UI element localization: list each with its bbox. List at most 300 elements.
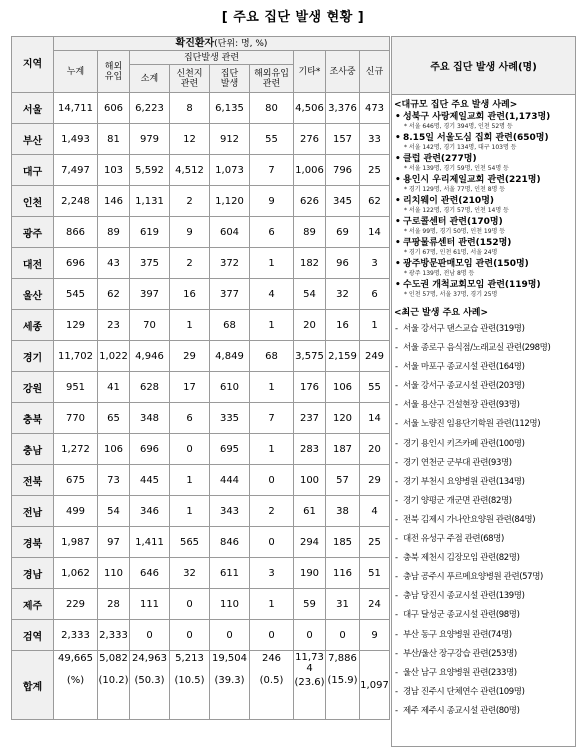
- cell-total: 866: [54, 217, 98, 248]
- cell-subtotal: 375: [130, 248, 170, 279]
- list-item: [392, 154, 575, 172]
- cell-investigating: 3,376: [326, 93, 360, 124]
- cell-subtotal: 348: [130, 403, 170, 434]
- cell-region: 세종: [12, 310, 54, 341]
- cell-total: 229: [54, 589, 98, 620]
- cell-overseas: 41: [98, 372, 130, 403]
- cell-overseas: 73: [98, 465, 130, 496]
- bullet-icon: •: [395, 175, 401, 185]
- cell-overseas-related: 55: [250, 124, 294, 155]
- cell-subtotal: 4,946: [130, 341, 170, 372]
- cell-overseas: 28: [98, 589, 130, 620]
- cell-new: 24: [360, 589, 390, 620]
- cell-overseas-related: 0: [250, 465, 294, 496]
- dash-icon: -: [395, 343, 398, 354]
- cell-other: 283: [294, 434, 326, 465]
- cell-new: 4: [360, 496, 390, 527]
- cell-shincheonji: 12: [170, 124, 210, 155]
- cell-region: 대구: [12, 155, 54, 186]
- list-item: [392, 645, 575, 664]
- case-label: 구로콜센터 관련(170명): [403, 217, 503, 227]
- cell-overseas: 606: [98, 93, 130, 124]
- cell-subtotal: 628: [130, 372, 170, 403]
- cell-overseas-related: 1: [250, 248, 294, 279]
- cell-overseas: 43: [98, 248, 130, 279]
- bullet-icon: •: [395, 154, 401, 164]
- cell-shincheonji: 1: [170, 310, 210, 341]
- cell-cluster: 335: [210, 403, 250, 434]
- cell-other: 1,006: [294, 155, 326, 186]
- cell-other: 626: [294, 186, 326, 217]
- cell-new: 3: [360, 248, 390, 279]
- cell-overseas: 1,022: [98, 341, 130, 372]
- cell-overseas-related: 6: [250, 217, 294, 248]
- cell-new: 14: [360, 217, 390, 248]
- bullet-icon: •: [395, 133, 401, 143]
- cell-overseas-related: 68: [250, 341, 294, 372]
- cell-new: 55: [360, 372, 390, 403]
- cell-overseas-related: 9: [250, 186, 294, 217]
- list-item: [392, 530, 575, 549]
- case-label: 경기 연천군 군부대 관련(93명): [403, 457, 512, 468]
- cell-investigating: 96: [326, 248, 360, 279]
- cell-investigating: 31: [326, 589, 360, 620]
- cell-other: 89: [294, 217, 326, 248]
- cell-new: 1: [360, 310, 390, 341]
- cell-subtotal: 5,592: [130, 155, 170, 186]
- header-shincheonji: 신천지 관련: [170, 65, 210, 93]
- list-item: [392, 175, 575, 193]
- case-label: 울산 남구 요양병원 관련(233명): [403, 667, 517, 678]
- cell-overseas-related: 0: [250, 527, 294, 558]
- cell-total: 499: [54, 496, 98, 527]
- cell-shincheonji: 1: [170, 496, 210, 527]
- cell-other: 190: [294, 558, 326, 589]
- dash-icon: -: [395, 438, 398, 449]
- case-label: 8.15일 서울도심 집회 관련(650명): [403, 133, 549, 143]
- list-item: [392, 133, 575, 151]
- cell-other: 100: [294, 465, 326, 496]
- cell-region: 대전: [12, 248, 54, 279]
- list-item: [392, 280, 575, 298]
- cell-new: 9: [360, 620, 390, 651]
- list-item: [392, 606, 575, 625]
- cell-investigating: 345: [326, 186, 360, 217]
- cell-investigating: 2,159: [326, 341, 360, 372]
- dash-icon: -: [395, 476, 398, 487]
- cell-other: 3,575: [294, 341, 326, 372]
- cell-other: 61: [294, 496, 326, 527]
- cell-shincheonji: 0: [170, 620, 210, 651]
- cell-overseas: 110: [98, 558, 130, 589]
- cases-header: 주요 집단 발생 사례(명): [392, 37, 575, 95]
- cell-investigating: 69: [326, 217, 360, 248]
- table-row: [12, 403, 390, 434]
- table-row: [12, 217, 390, 248]
- dash-icon: -: [395, 553, 398, 564]
- cell-subtotal: 1,411: [130, 527, 170, 558]
- case-label: 용인시 우리제일교회 관련(221명): [403, 175, 541, 185]
- list-item: [392, 238, 575, 256]
- case-label: 서울 노량진 임용단기학원 관련(112명): [403, 419, 541, 430]
- table-row: [12, 341, 390, 372]
- case-label: 쿠팡물류센터 관련(152명): [403, 238, 512, 248]
- list-item: [392, 626, 575, 645]
- table-row: [12, 279, 390, 310]
- table-row: [12, 589, 390, 620]
- cell-other: 294: [294, 527, 326, 558]
- case-label: 클럽 관련(277명): [403, 154, 477, 164]
- cell-total: 11,702: [54, 341, 98, 372]
- dash-icon: -: [395, 457, 398, 468]
- cell-region: 경기: [12, 341, 54, 372]
- totals-shincheonji: 5,213 (10.5): [170, 651, 210, 720]
- dash-icon: -: [395, 686, 398, 697]
- totals-row: [12, 651, 390, 720]
- case-label: 경기 양평군 개군면 관련(82명): [403, 495, 512, 506]
- cell-overseas: 62: [98, 279, 130, 310]
- dash-icon: -: [395, 381, 398, 392]
- recent-cases-list: [392, 320, 575, 721]
- list-item: [392, 664, 575, 683]
- cell-overseas: 54: [98, 496, 130, 527]
- cell-investigating: 57: [326, 465, 360, 496]
- list-item: [392, 683, 575, 702]
- bullet-icon: •: [395, 217, 401, 227]
- list-item: [392, 454, 575, 473]
- cell-subtotal: 111: [130, 589, 170, 620]
- cell-investigating: 157: [326, 124, 360, 155]
- cell-cluster: 846: [210, 527, 250, 558]
- cell-cluster: 611: [210, 558, 250, 589]
- case-label: 충남 당진시 종교시설 관련(139명): [403, 591, 525, 602]
- cell-overseas: 23: [98, 310, 130, 341]
- header-overseas-related: 해외유입 관련: [250, 65, 294, 93]
- cell-region: 강원: [12, 372, 54, 403]
- cell-cluster: 0: [210, 620, 250, 651]
- cell-cluster: 372: [210, 248, 250, 279]
- table-row: [12, 310, 390, 341]
- case-label: 경기 용인시 키즈카페 관련(100명): [403, 438, 525, 449]
- cell-total: 1,987: [54, 527, 98, 558]
- cell-overseas-related: 1: [250, 310, 294, 341]
- header-other: 기타*: [294, 51, 326, 93]
- list-item: [392, 511, 575, 530]
- cell-overseas: 89: [98, 217, 130, 248]
- cell-investigating: 185: [326, 527, 360, 558]
- case-label: 충남 공주시 푸르메요양병원 관련(57명): [403, 572, 543, 583]
- cell-overseas: 106: [98, 434, 130, 465]
- cell-overseas: 103: [98, 155, 130, 186]
- list-item: [392, 435, 575, 454]
- cell-total: 14,711: [54, 93, 98, 124]
- case-label: 수도권 개척교회모임 관련(119명): [403, 280, 541, 290]
- cell-region: 전북: [12, 465, 54, 496]
- cell-cluster: 343: [210, 496, 250, 527]
- header-subtotal: 소계: [130, 65, 170, 93]
- cell-overseas-related: 1: [250, 589, 294, 620]
- totals-subtotal: 24,963 (50.3): [130, 651, 170, 720]
- case-label: 서울 강서구 종교시설 관련(203명): [403, 381, 525, 392]
- cell-overseas-related: 0: [250, 620, 294, 651]
- cell-new: 25: [360, 155, 390, 186]
- case-detail: * 경기 67명, 인천 61명, 서울 24명: [404, 249, 498, 256]
- dash-icon: -: [395, 362, 398, 373]
- cell-overseas-related: 7: [250, 155, 294, 186]
- cell-subtotal: 346: [130, 496, 170, 527]
- cell-investigating: 38: [326, 496, 360, 527]
- cell-shincheonji: 9: [170, 217, 210, 248]
- header-cluster: 집단 발생: [210, 65, 250, 93]
- table-row: [12, 496, 390, 527]
- cell-investigating: 106: [326, 372, 360, 403]
- cell-investigating: 0: [326, 620, 360, 651]
- totals-overseas: 5,082 (10.2): [98, 651, 130, 720]
- table-row: [12, 93, 390, 124]
- cell-overseas: 81: [98, 124, 130, 155]
- header-new: 신규: [360, 51, 390, 93]
- cell-shincheonji: 0: [170, 589, 210, 620]
- case-label: 리치웨이 관련(210명): [403, 196, 495, 206]
- cell-cluster: 110: [210, 589, 250, 620]
- case-label: 서울 용산구 건설현장 관련(93명): [403, 400, 520, 411]
- list-item: [392, 492, 575, 511]
- table-row: [12, 248, 390, 279]
- cell-other: 276: [294, 124, 326, 155]
- cell-region: 광주: [12, 217, 54, 248]
- case-detail: * 서울 99명, 경기 50명, 인천 19명 등: [404, 228, 506, 235]
- list-item: [392, 259, 575, 277]
- cell-new: 20: [360, 434, 390, 465]
- table-row: [12, 620, 390, 651]
- cell-region: 부산: [12, 124, 54, 155]
- cell-total: 770: [54, 403, 98, 434]
- cell-cluster: 4,849: [210, 341, 250, 372]
- list-item: [392, 320, 575, 339]
- major-cases-title: <대규모 집단 주요 발생 사례>: [394, 100, 518, 110]
- case-label: 경남 진주시 단체연수 관련(109명): [403, 686, 525, 697]
- cell-other: 54: [294, 279, 326, 310]
- cell-investigating: 32: [326, 279, 360, 310]
- table-row: [12, 434, 390, 465]
- cell-new: 33: [360, 124, 390, 155]
- cell-region: 경북: [12, 527, 54, 558]
- case-label: 제주 제주시 종교시설 관련(80명): [403, 705, 520, 716]
- table-row: [12, 558, 390, 589]
- list-item: [392, 396, 575, 415]
- cell-overseas: 97: [98, 527, 130, 558]
- case-label: 서울 마포구 종교시설 관련(164명): [403, 362, 525, 373]
- cell-region: 충북: [12, 403, 54, 434]
- case-label: 부산 동구 요양병원 관련(74명): [403, 629, 512, 640]
- dash-icon: -: [395, 648, 398, 659]
- cell-other: 20: [294, 310, 326, 341]
- case-label: 서울 종로구 음식점/노래교실 관련(298명): [403, 343, 551, 354]
- cell-new: 29: [360, 465, 390, 496]
- cell-cluster: 1,073: [210, 155, 250, 186]
- header-overseas: 해외 유입: [98, 51, 130, 93]
- cell-shincheonji: 2: [170, 186, 210, 217]
- cell-cluster: 444: [210, 465, 250, 496]
- recent-cases-title: <최근 발생 주요 사례>: [394, 308, 489, 318]
- dash-icon: -: [395, 591, 398, 602]
- cluster-cases-panel: [391, 36, 576, 747]
- cell-total: 2,248: [54, 186, 98, 217]
- cell-cluster: 610: [210, 372, 250, 403]
- cell-investigating: 187: [326, 434, 360, 465]
- case-detail: * 서울 646명, 경기 394명, 인천 52명 등: [404, 123, 513, 130]
- cell-new: 6: [360, 279, 390, 310]
- totals-investigating: 7,886 (15.9): [326, 651, 360, 720]
- dash-icon: -: [395, 610, 398, 621]
- cell-total: 951: [54, 372, 98, 403]
- cell-overseas-related: 2: [250, 496, 294, 527]
- cell-shincheonji: 29: [170, 341, 210, 372]
- list-item: [392, 196, 575, 214]
- dash-icon: -: [395, 514, 398, 525]
- case-label: 부산/울산 장구강습 관련(253명): [403, 648, 517, 659]
- cell-overseas-related: 1: [250, 434, 294, 465]
- totals-new: 1,097: [360, 651, 390, 720]
- cell-overseas-related: 1: [250, 372, 294, 403]
- list-item: [392, 415, 575, 434]
- cell-total: 1,493: [54, 124, 98, 155]
- totals-overseas-related: 246 (0.5): [250, 651, 294, 720]
- case-detail: * 경기 129명, 서울 77명, 인천 8명 등: [404, 186, 506, 193]
- totals-cluster: 19,504 (39.3): [210, 651, 250, 720]
- case-detail: * 서울 122명, 경기 57명, 인천 14명 등: [404, 207, 509, 214]
- cell-shincheonji: 565: [170, 527, 210, 558]
- case-label: 경기 부천시 요양병원 관련(134명): [403, 476, 525, 487]
- table-row: [12, 465, 390, 496]
- header-unit: (단위: 명, %): [214, 38, 268, 49]
- cell-total: 1,062: [54, 558, 98, 589]
- cell-overseas: 146: [98, 186, 130, 217]
- bullet-icon: •: [395, 259, 401, 269]
- cell-subtotal: 6,223: [130, 93, 170, 124]
- list-item: [392, 217, 575, 235]
- cell-cluster: 604: [210, 217, 250, 248]
- cell-cluster: 1,120: [210, 186, 250, 217]
- cell-cluster: 68: [210, 310, 250, 341]
- dash-icon: -: [395, 400, 398, 411]
- bullet-icon: •: [395, 280, 401, 290]
- cell-new: 473: [360, 93, 390, 124]
- case-label: 성북구 사랑제일교회 관련(1,173명): [403, 112, 551, 122]
- totals-other: 11,73 4 (23.6): [294, 651, 326, 720]
- cell-region: 울산: [12, 279, 54, 310]
- cell-overseas: 2,333: [98, 620, 130, 651]
- cell-shincheonji: 17: [170, 372, 210, 403]
- cell-other: 176: [294, 372, 326, 403]
- cell-investigating: 116: [326, 558, 360, 589]
- table-row: [12, 186, 390, 217]
- cell-subtotal: 0: [130, 620, 170, 651]
- cell-new: 25: [360, 527, 390, 558]
- page-title: [ 주요 집단 발생 현황 ]: [221, 9, 365, 25]
- dash-icon: -: [395, 534, 398, 545]
- list-item: [392, 473, 575, 492]
- bullet-icon: •: [395, 112, 401, 122]
- header-region: 지역: [12, 37, 54, 93]
- cell-region: 검역: [12, 620, 54, 651]
- cell-subtotal: 646: [130, 558, 170, 589]
- cell-shincheonji: 8: [170, 93, 210, 124]
- cell-other: 182: [294, 248, 326, 279]
- cell-shincheonji: 2: [170, 248, 210, 279]
- list-item: [392, 377, 575, 396]
- cell-other: 4,506: [294, 93, 326, 124]
- dash-icon: -: [395, 324, 398, 334]
- cell-overseas-related: 3: [250, 558, 294, 589]
- cell-region: 전남: [12, 496, 54, 527]
- cell-investigating: 16: [326, 310, 360, 341]
- cell-total: 7,497: [54, 155, 98, 186]
- dash-icon: -: [395, 495, 398, 506]
- dash-icon: -: [395, 705, 398, 716]
- table-row: [12, 372, 390, 403]
- cell-region: 인천: [12, 186, 54, 217]
- cell-new: 14: [360, 403, 390, 434]
- case-label: 대전 유성구 주점 관련(68명): [403, 534, 504, 545]
- cell-total: 675: [54, 465, 98, 496]
- case-detail: * 인천 57명, 서울 37명, 경기 25명: [404, 291, 498, 298]
- cell-new: 249: [360, 341, 390, 372]
- list-item: [392, 339, 575, 358]
- cell-shincheonji: 6: [170, 403, 210, 434]
- cell-total: 545: [54, 279, 98, 310]
- major-cases-list: [392, 112, 575, 298]
- totals-region: 합계: [12, 651, 54, 720]
- case-detail: * 서울 142명, 경기 134명, 대구 103명 등: [404, 144, 517, 151]
- header-total: 누계: [54, 51, 98, 93]
- cell-region: 충남: [12, 434, 54, 465]
- cell-region: 경남: [12, 558, 54, 589]
- confirmed-cases-table: [11, 36, 390, 720]
- dash-icon: -: [395, 572, 398, 583]
- case-detail: * 서울 139명, 경기 59명, 인천 54명 등: [404, 165, 509, 172]
- dash-icon: -: [395, 629, 398, 640]
- cell-total: 1,272: [54, 434, 98, 465]
- cell-total: 2,333: [54, 620, 98, 651]
- list-item: [392, 358, 575, 377]
- list-item: [392, 549, 575, 568]
- cell-region: 제주: [12, 589, 54, 620]
- header-cluster-related: 집단발생 관련: [130, 51, 294, 65]
- cell-other: 237: [294, 403, 326, 434]
- bullet-icon: •: [395, 238, 401, 248]
- dash-icon: -: [395, 667, 398, 678]
- case-label: 전북 김제시 가나안요양원 관련(84명): [403, 514, 536, 525]
- cell-total: 129: [54, 310, 98, 341]
- cell-total: 696: [54, 248, 98, 279]
- cell-region: 서울: [12, 93, 54, 124]
- list-item: [392, 702, 575, 721]
- header-investigating: 조사중: [326, 51, 360, 93]
- cell-cluster: 6,135: [210, 93, 250, 124]
- cell-overseas-related: 7: [250, 403, 294, 434]
- dash-icon: -: [395, 419, 398, 430]
- case-label: 광주방문판매모임 관련(150명): [403, 259, 529, 269]
- cell-subtotal: 979: [130, 124, 170, 155]
- cell-shincheonji: 4,512: [170, 155, 210, 186]
- cell-overseas-related: 4: [250, 279, 294, 310]
- header-confirmed: 확진환자(단위: 명, %): [54, 37, 390, 51]
- cell-cluster: 377: [210, 279, 250, 310]
- list-item: [392, 112, 575, 130]
- cell-shincheonji: 0: [170, 434, 210, 465]
- table-row: [12, 155, 390, 186]
